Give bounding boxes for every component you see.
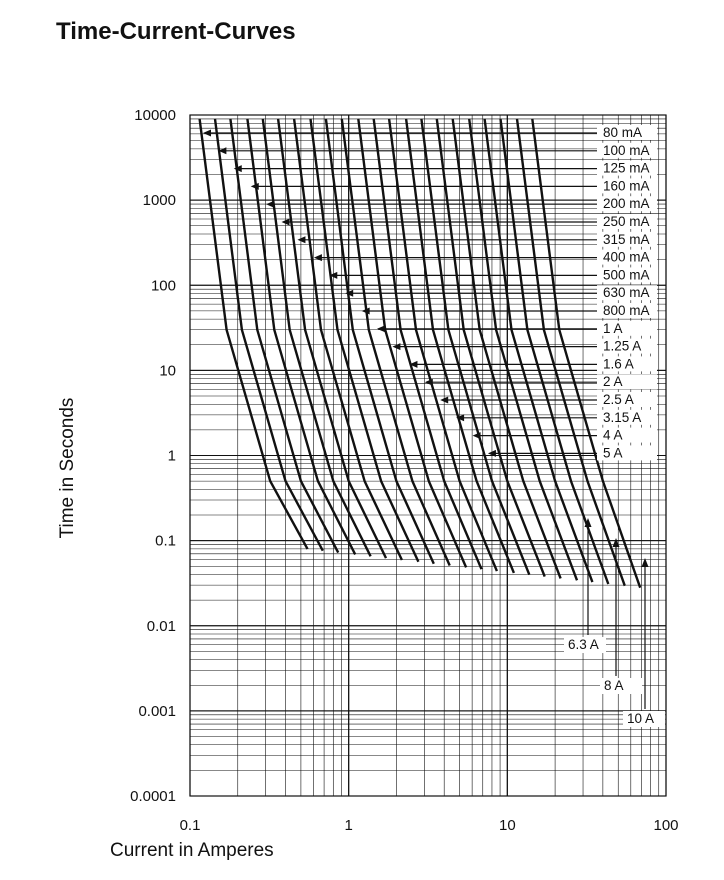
series-label-125-mA: 125 mA <box>603 160 650 176</box>
series-label-80-mA: 80 mA <box>603 125 643 140</box>
x-tick-label: 0.1 <box>179 817 201 834</box>
series-label-200-mA-arrow <box>266 201 274 208</box>
series-label-1-A: 1 A <box>603 320 623 336</box>
series-label-400-mA: 400 mA <box>603 249 650 265</box>
series-label-10-A: 10 A <box>627 711 655 726</box>
x-axis-title: Current in Amperes <box>110 840 274 861</box>
y-tick-label: 0.01 <box>146 617 176 635</box>
y-axis-title: Time in Seconds <box>57 397 78 539</box>
series-label-315-mA: 315 mA <box>603 231 650 247</box>
series-label-630-mA: 630 mA <box>603 285 650 301</box>
y-tick-label: 10000 <box>134 107 176 124</box>
curve-5-A <box>485 119 593 582</box>
series-label-3-15-A: 3.15 A <box>603 409 642 425</box>
y-tick-label: 1000 <box>142 192 176 210</box>
x-tick-label: 1 <box>344 817 353 834</box>
series-label-80-mA-arrow <box>203 130 211 137</box>
series-label-5-A: 5 A <box>603 445 623 461</box>
series-label-6-3-A: 6.3 A <box>568 637 599 652</box>
series-label-2-5-A: 2.5 A <box>603 392 634 407</box>
y-tick-label: 10 <box>159 362 176 380</box>
x-tick-label: 10 <box>498 817 516 834</box>
series-label-250-mA: 250 mA <box>603 214 650 229</box>
series-label-200-mA: 200 mA <box>603 196 650 212</box>
series-label-1-A-arrow <box>377 325 385 332</box>
series-label-8-A: 8 A <box>604 678 624 693</box>
page-title: Time-Current-Curves <box>56 18 296 45</box>
y-tick-label: 0.001 <box>138 702 176 720</box>
series-label-4-A-arrow <box>473 432 481 439</box>
series-label-100-mA: 100 mA <box>603 142 650 158</box>
y-tick-label: 0.0001 <box>130 788 176 805</box>
y-tick-label: 1 <box>167 447 176 465</box>
series-label-800-mA: 800 mA <box>603 303 650 318</box>
x-tick-label: 100 <box>653 817 679 834</box>
series-label-160-mA: 160 mA <box>603 178 650 194</box>
series-label-4-A: 4 A <box>603 427 623 443</box>
y-tick-label: 0.1 <box>155 532 176 550</box>
series-label-1-25-A: 1.25 A <box>603 338 642 354</box>
series-label-2-A-arrow <box>425 379 433 386</box>
y-tick-label: 100 <box>150 277 176 295</box>
series-label-400-mA-arrow <box>314 254 322 261</box>
series-label-1-6-A: 1.6 A <box>603 356 634 372</box>
series-label-500-mA: 500 mA <box>603 267 650 283</box>
series-label-2-A: 2 A <box>603 374 623 390</box>
series-label-315-mA-arrow <box>297 236 305 243</box>
